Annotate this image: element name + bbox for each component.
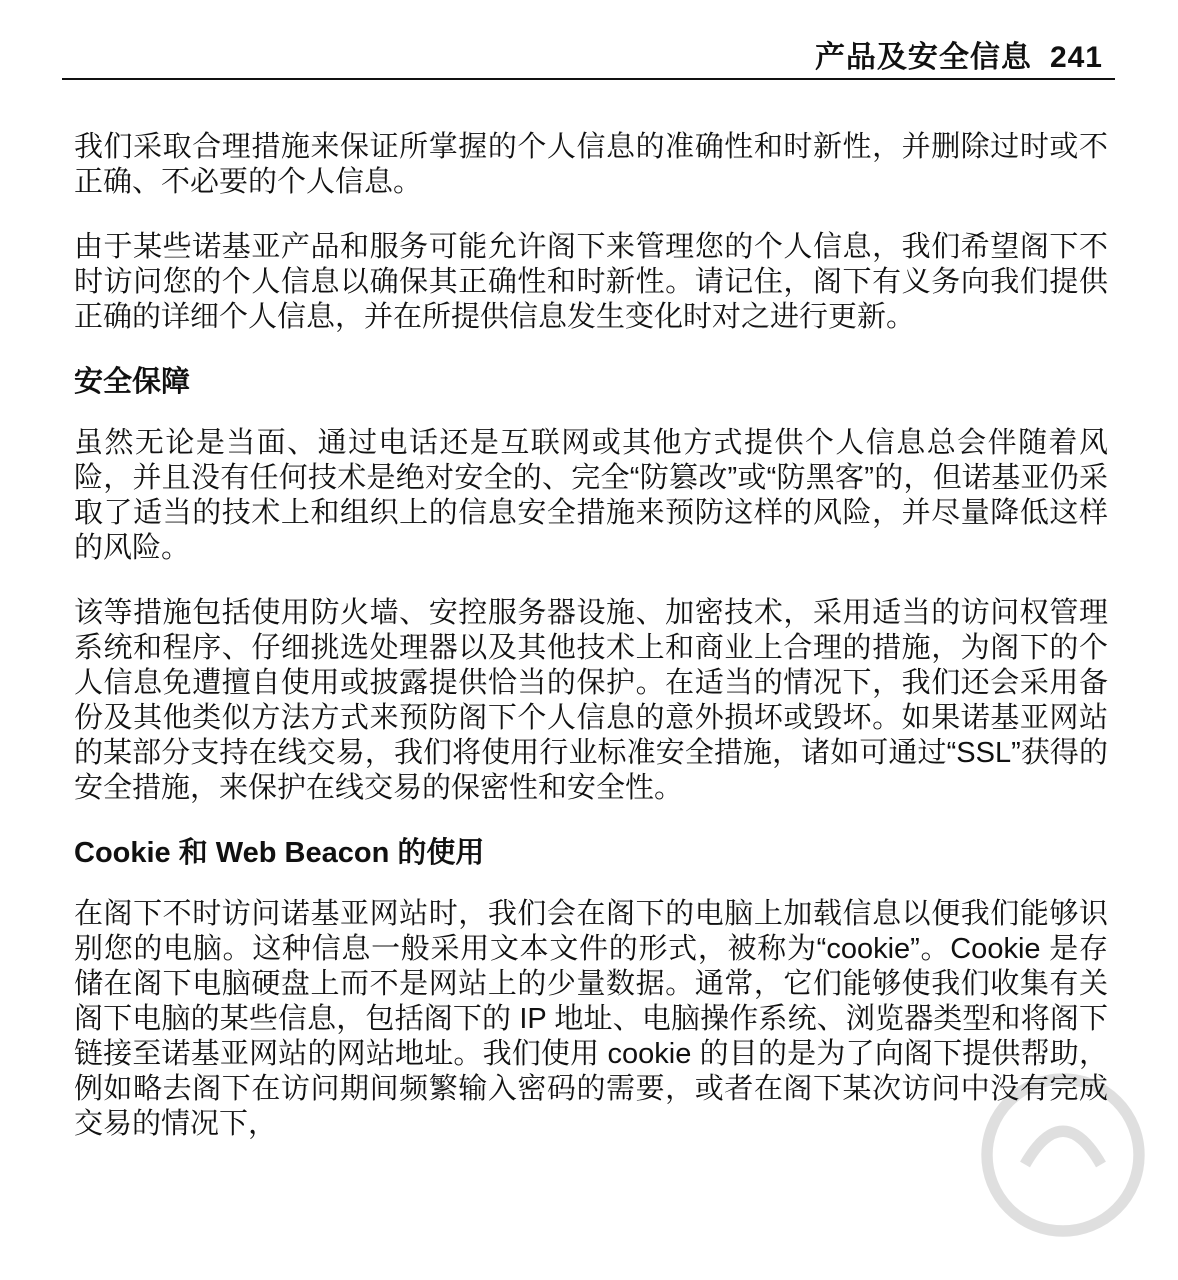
- heading-security: 安全保障: [74, 366, 191, 398]
- heading-cookies: Cookie 和 Web Beacon 的使用: [74, 837, 485, 869]
- paragraph-measures: 该等措施包括使用防火墙、安控服务器设施、加密技术，采用适当的访问权管理系统和程序、仔细挑选处理器以及其他技术上和商业上合理的措施，为阁下的个人信息免遭擅自使用或披露提供恰当的保护。在适当的情况下，我们还会采用备份及其他类似方法方式来预防阁下个人信息的意外损坏或毁坏。如果诺基亚网站的某部分支持在线交易，我们将使用行业标准安全措施，诸如可通过“SSL”获得的安全措施，来保护在线交易的保密性和安全性。: [74, 597, 1108, 804]
- running-header: [815, 40, 1103, 76]
- paragraph-risk: 虽然无论是当面、通过电话还是互联网或其他方式提供个人信息总会伴随着风险，并且没有任何技术是绝对安全的、完全“防篡改”或“防黑客”的，但诺基亚仍采取了适当的技术上和组织上的信息安全措施来预防这样的风险，并尽量降低这样的风险。: [74, 427, 1108, 564]
- document-body: [74, 130, 1108, 1164]
- paragraph-accuracy: 我们采取合理措施来保证所掌握的个人信息的准确性和时新性，并删除过时或不正确、不必要的个人信息。: [74, 131, 1108, 198]
- page-number: 241: [1049, 41, 1103, 74]
- paragraph-manage-info: 由于某些诺基亚产品和服务可能允许阁下来管理您的个人信息，我们希望阁下不时访问您的个人信息以确保其正确性和时新性。请记住，阁下有义务向我们提供正确的详细个人信息，并在所提供信息发生变化时对之进行更新。: [74, 231, 1108, 333]
- paragraph-cookies: 在阁下不时访问诺基亚网站时，我们会在阁下的电脑上加载信息以便我们能够识别您的电脑。这种信息一般采用文本文件的形式，被称为“cookie”。Cookie 是存储在阁下电脑硬盘上而不是网站上的少量数据。通常，它们能够使我们收集有关阁下电脑的某些信息，包括阁下的 IP 地址、电脑操作系统、浏览器类型和将阁下链接至诺基亚网站的网站地址。我们使用 cookie 的目的是为了向阁下提供帮助，例如略去阁下在访问期间频繁输入密码的需要，或者在阁下某次访问中没有完成交易的情况下，: [74, 898, 1108, 1140]
- page-header: [62, 40, 1115, 80]
- section-title: 产品及安全信息: [814, 41, 1032, 74]
